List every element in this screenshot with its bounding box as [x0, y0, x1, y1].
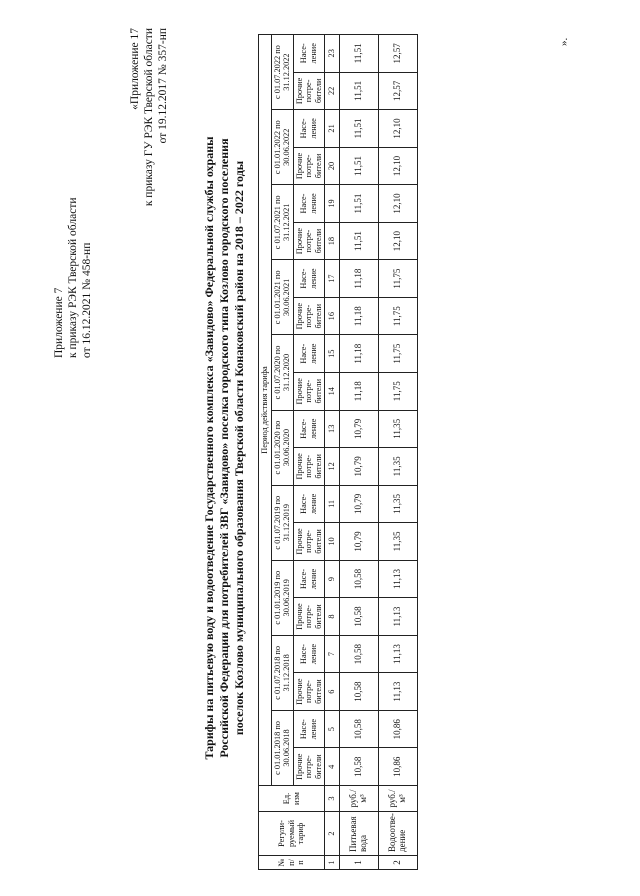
table-row [378, 35, 417, 870]
column-number: 21 [325, 110, 340, 148]
column-number: 13 [325, 410, 340, 448]
subheader-other: Прочие потре-бители [293, 372, 325, 410]
subheader-other: Прочие потре-бители [293, 222, 325, 260]
tariff-value: 11,35 [378, 523, 417, 561]
column-number: 9 [325, 560, 340, 598]
tariff-value: 12,57 [378, 72, 417, 110]
tariff-value: 10,86 [378, 710, 417, 748]
tariff-value: 10,79 [339, 410, 378, 448]
document-title [202, 98, 247, 798]
tariff-value: 11,35 [378, 448, 417, 486]
column-number: 22 [325, 72, 340, 110]
tariff-value: 10,58 [339, 560, 378, 598]
column-number: 8 [325, 598, 340, 636]
column-number: 12 [325, 448, 340, 486]
subheader-population: Насе-ление [293, 710, 325, 748]
appendix-17-line: от 19.12.2017 № 357-нп [157, 28, 169, 144]
tariff-value: 11,51 [339, 185, 378, 223]
row-number: 2 [378, 856, 417, 870]
column-number: 14 [325, 372, 340, 410]
tariff-value: 10,86 [378, 748, 417, 786]
appendix-7-header [52, 58, 94, 358]
tariff-value: 11,51 [339, 110, 378, 148]
tariff-value: 11,13 [378, 673, 417, 711]
tariff-value: 12,57 [378, 35, 417, 73]
tariff-value: 11,35 [378, 485, 417, 523]
period-header: с 01.07.2020 по 31.12.2020 [271, 335, 293, 410]
tariff-value: 11,75 [378, 260, 417, 298]
subheader-other: Прочие потре-бители [293, 72, 325, 110]
title-line: поселок Козлово муниципального образования Тверской области Конаковский район на 2018 – 2022 годы [232, 160, 246, 736]
rotated-document [10, 18, 610, 878]
tariff-value: 11,35 [378, 410, 417, 448]
column-number: 5 [325, 710, 340, 748]
period-header: с 01.07.2019 по 31.12.2019 [271, 485, 293, 560]
title-line: Тарифы на питьевую воду и водоотведение Государственного комплекса «Завидово» Федеральной службы охраны [202, 136, 216, 760]
tariff-value: 10,58 [339, 598, 378, 636]
tariff-value: 11,75 [378, 297, 417, 335]
column-number: 4 [325, 748, 340, 786]
column-number: 23 [325, 35, 340, 73]
tariff-value: 11,18 [339, 260, 378, 298]
column-number-row [325, 35, 340, 870]
tariff-value: 11,51 [339, 222, 378, 260]
subheader-population: Насе-ление [293, 560, 325, 598]
period-header: с 01.07.2022 по 31.12.2022 [271, 35, 293, 110]
row-unit: руб./м³ [378, 786, 417, 812]
tariff-value: 11,18 [339, 335, 378, 373]
title-line: Российской Федерации для потребителей ЗВГ «Завидово» поселка городского типа Козлово городского поселения [217, 138, 231, 758]
tariff-value: 10,79 [339, 485, 378, 523]
row-tariff-name: Водоотве-дение [378, 812, 417, 856]
header-row [259, 35, 272, 870]
header-period: Период действия тарифа [259, 35, 272, 786]
period-header: с 01.01.2019 по 30.06.2019 [271, 560, 293, 635]
subheader-population: Насе-ление [293, 35, 325, 73]
subheader-other: Прочие потре-бители [293, 673, 325, 711]
period-header: с 01.01.2022 по 30.06.2022 [271, 110, 293, 185]
subheader-population: Насе-ление [293, 410, 325, 448]
header-tariff: Регули-руемый тариф [259, 812, 325, 856]
tariff-value: 12,10 [378, 110, 417, 148]
period-header: с 01.01.2020 по 30.06.2020 [271, 410, 293, 485]
subheader-population: Насе-ление [293, 260, 325, 298]
header-unit: Ед. изм [259, 786, 325, 812]
subheader-population: Насе-ление [293, 185, 325, 223]
row-unit: руб./м³ [339, 786, 378, 812]
row-tariff-name: Питьевая вода [339, 812, 378, 856]
tariff-value: 11,51 [339, 147, 378, 185]
column-number: 10 [325, 523, 340, 561]
tariff-value: 12,10 [378, 147, 417, 185]
period-header: с 01.01.2018 по 30.06.2018 [271, 710, 293, 785]
tariff-value: 11,18 [339, 372, 378, 410]
tariff-value: 11,18 [339, 297, 378, 335]
closing-mark: ». [558, 37, 570, 46]
column-number: 15 [325, 335, 340, 373]
period-row [271, 35, 293, 870]
subheader-population: Насе-ление [293, 485, 325, 523]
tariff-value: 12,10 [378, 185, 417, 223]
appendix-7-line: от 16.12.2021 № 458-нп [81, 242, 93, 358]
column-number: 11 [325, 485, 340, 523]
subheader-other: Прочие потре-бители [293, 297, 325, 335]
tariff-table [258, 34, 418, 870]
subheader-population: Насе-ление [293, 110, 325, 148]
header-num: № п/п [259, 856, 325, 870]
tariff-value: 10,79 [339, 523, 378, 561]
subheader-other: Прочие потре-бители [293, 448, 325, 486]
column-number: 18 [325, 222, 340, 260]
period-header: с 01.01.2021 по 30.06.2021 [271, 260, 293, 335]
tariff-value: 10,58 [339, 748, 378, 786]
column-number: 1 [325, 856, 340, 870]
tariff-value: 12,10 [378, 222, 417, 260]
appendix-7-line: Приложение 7 [53, 287, 65, 358]
column-number: 3 [325, 786, 340, 812]
row-number: 1 [339, 856, 378, 870]
appendix-17-line: «Приложение 17 [129, 28, 141, 110]
subheader-other: Прочие потре-бители [293, 748, 325, 786]
column-number: 17 [325, 260, 340, 298]
column-number: 16 [325, 297, 340, 335]
tariff-value: 10,58 [339, 673, 378, 711]
period-header: с 01.07.2018 по 31.12.2018 [271, 635, 293, 710]
tariff-value: 10,58 [339, 710, 378, 748]
tariff-value: 11,13 [378, 598, 417, 636]
tariff-value: 10,79 [339, 448, 378, 486]
tariff-value: 10,58 [339, 635, 378, 673]
subheader-other: Прочие потре-бители [293, 523, 325, 561]
tariff-value: 11,51 [339, 35, 378, 73]
tariff-value: 11,13 [378, 635, 417, 673]
column-number: 7 [325, 635, 340, 673]
column-number: 20 [325, 147, 340, 185]
column-number: 6 [325, 673, 340, 711]
tariff-value: 11,75 [378, 372, 417, 410]
subheader-row [293, 35, 325, 870]
appendix-17-line: к приказу ГУ РЭК Тверской области [143, 28, 155, 207]
tariff-value: 11,51 [339, 72, 378, 110]
appendix-17-header [128, 28, 170, 288]
tariff-value: 11,13 [378, 560, 417, 598]
table-row [339, 35, 378, 870]
appendix-7-line: к приказу РЭК Тверской области [67, 197, 79, 358]
column-number: 2 [325, 812, 340, 856]
period-header: с 01.07.2021 по 31.12.2021 [271, 185, 293, 260]
tariff-value: 11,75 [378, 335, 417, 373]
subheader-population: Насе-ление [293, 635, 325, 673]
subheader-population: Насе-ление [293, 335, 325, 373]
column-number: 19 [325, 185, 340, 223]
subheader-other: Прочие потре-бители [293, 598, 325, 636]
subheader-other: Прочие потре-бители [293, 147, 325, 185]
